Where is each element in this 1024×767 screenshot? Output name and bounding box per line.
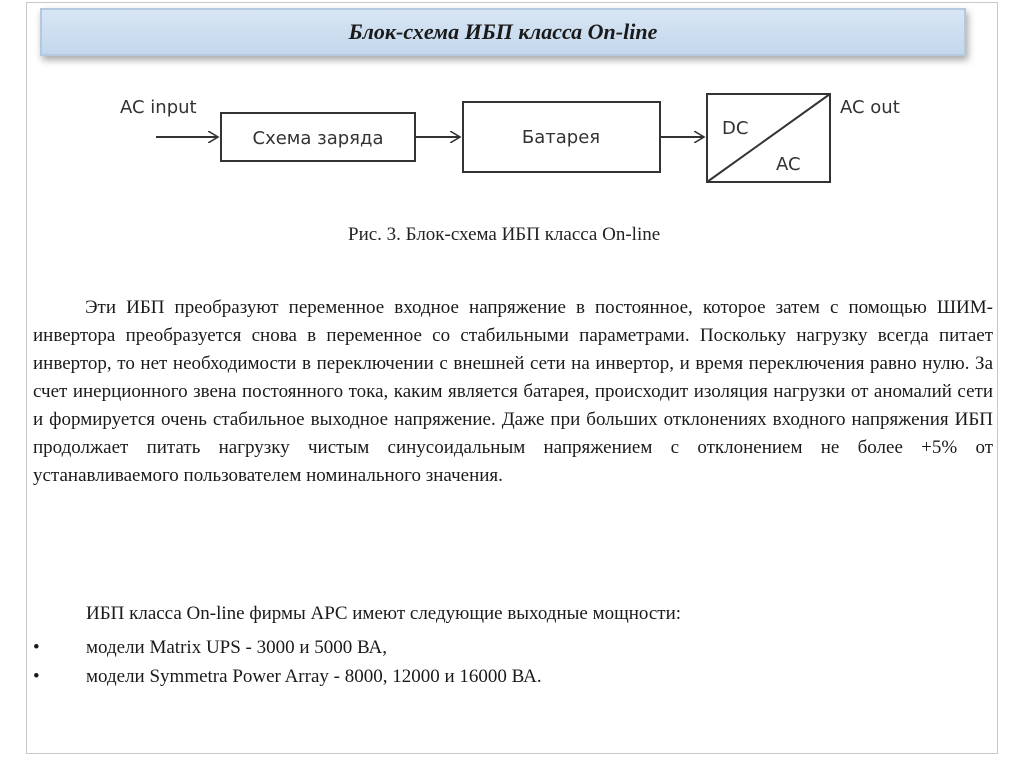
body-paragraph: Эти ИБП преобразуют переменное входное напряжение в постоянное, которое затем с помощью ШИМ-инвертора преобразуется снова в переменное со стабильными параметрами. Поскольку нагрузку всегда питает инвертор, то нет необходимости в переключении с внешней сети на инвертор, и время переключения равно нулю. За счет инерционного звена постоянного тока, каким является батарея, происходит изоляция нагрузки от аномалий сети и формируется очень стабильное выходное напряжение. Даже при больших отклонениях входного напряжения ИБП продолжает питать нагрузку чистым синусоидальным напряжением с отклонением не более +5% от устанавливаемого пользователем номинального значения. — [33, 297, 993, 486]
bullet-icon: • — [33, 666, 40, 687]
title-banner — [40, 8, 966, 56]
bullet-icon: • — [33, 637, 40, 658]
list-intro: ИБП класса On-line фирмы APC имеют следующие выходные мощности: — [86, 603, 682, 624]
list-item — [33, 633, 542, 662]
figure-caption: Рис. 3. Блок-схема ИБП класса On-line — [348, 224, 661, 245]
list-item — [33, 662, 542, 691]
ups-block-diagram — [100, 80, 940, 200]
list-item-text: модели Matrix UPS - 3000 и 5000 ВА, — [86, 637, 387, 658]
ac-label: AC — [776, 154, 801, 175]
list-item-text: модели Symmetra Power Array - 8000, 12000 и 16000 ВА. — [86, 666, 542, 687]
charge-block-label: Схема заряда — [252, 128, 384, 149]
battery-block-label: Батарея — [521, 127, 601, 148]
slide-title: Блок-схема ИБП класса On-line — [348, 19, 658, 44]
ac-input-label: AC input — [120, 97, 197, 118]
dc-label: DC — [722, 118, 749, 139]
models-list — [33, 633, 542, 691]
ac-out-label: AC out — [840, 97, 900, 118]
